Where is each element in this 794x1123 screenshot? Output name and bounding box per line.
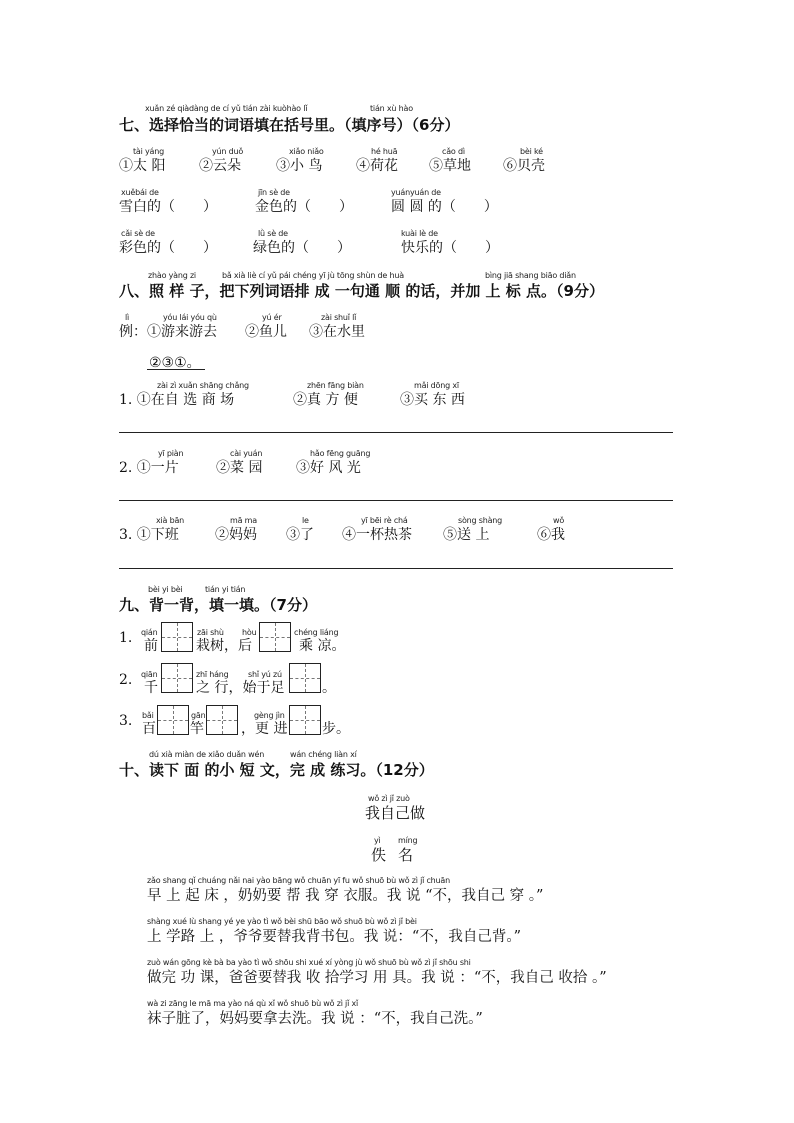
story-paragraph-3: 做完 功 课，爸爸要替我 收 拾学习 用 具。我 说 ：“不，我自己 收拾 。”: [147, 970, 607, 986]
q9-line3-number: 3.: [119, 713, 133, 729]
q9-line1-char: 前: [144, 638, 158, 654]
q8-item2-word: ②菜 园: [216, 460, 263, 476]
q7-blank-item[interactable]: 圆 圆 的（ ）: [391, 199, 498, 215]
q9-heading: 九、背一背，填一填。（7分）: [119, 596, 317, 614]
story-author-pinyin: míng: [398, 836, 418, 845]
q9-line2-text: 之 行，始于足: [196, 680, 285, 696]
q7-r2-pinyin: lǜ sè de: [258, 229, 288, 238]
q9-line3-text: ，更 进: [241, 721, 288, 737]
q8-heading-pinyin-a: zhào yàng zi: [148, 271, 196, 280]
q9-line1-text: 乘 凉。: [299, 638, 346, 654]
q8-example-pinyin: yú ér: [262, 313, 282, 322]
story-paragraph-4: 袜子脏了，妈妈要拿去洗。我 说 ：“不，我自己洗。”: [147, 1011, 483, 1027]
q9-line1-pinyin: qián: [141, 628, 158, 637]
q8-example-pinyin: yóu lái yóu qù: [163, 313, 217, 322]
writing-grid-box[interactable]: [161, 663, 193, 693]
story-p2-pinyin: shàng xué lù shang yé ye yào tì wǒ bèi shū bāo wǒ shuō bù wǒ zì jǐ bèi: [147, 917, 417, 926]
story-author: 佚: [371, 846, 387, 864]
q10-heading-pinyin-a: dú xià miàn de xiǎo duǎn wén: [149, 750, 265, 759]
story-title-pinyin: wǒ zì jǐ zuò: [368, 794, 410, 803]
q8-item3-word: 3. ①下班: [119, 527, 179, 543]
q9-line2-number: 2.: [119, 672, 133, 688]
q7-r1-pinyin: xuěbái de: [121, 188, 159, 197]
q8-heading-pinyin-c: bìng jiā shang biāo diǎn: [485, 271, 576, 280]
story-paragraph-1: 早 上 起 床 ，奶奶要 帮 我 穿 衣服。我 说 “不，我自己 穿 。”: [147, 888, 544, 904]
story-author-pinyin: yì: [374, 836, 381, 845]
answer-line-2[interactable]: [119, 500, 673, 501]
q8-example-label: 例：①游来游去: [119, 324, 217, 340]
q8-item3-word: ⑤送 上: [443, 527, 490, 543]
q8-heading-pinyin-b: bǎ xià liè cí yǔ pái chéng yī jù tōng shùn de huà: [222, 271, 404, 280]
q8-item3-word: ②妈妈: [215, 527, 257, 543]
answer-line-3[interactable]: [119, 568, 673, 569]
q8-item1-word: 1. ①在自 选 商 场: [119, 392, 235, 408]
q9-line1-pinyin: hòu: [242, 628, 257, 637]
example-answer-underline: [147, 369, 205, 370]
q7-r1-pinyin: yuányuán de: [391, 188, 441, 197]
q7-option: ②云朵: [199, 158, 241, 174]
q9-heading-pinyin-a: bèi yi bèi: [148, 585, 183, 594]
q9-line2-pinyin: qiān: [141, 670, 158, 679]
q7-blank-item[interactable]: 快乐的（ ）: [401, 240, 499, 256]
q7-option: ④荷花: [356, 158, 398, 174]
q9-line3-char: 百: [142, 721, 156, 737]
q8-item3-pinyin: sòng shàng: [458, 516, 503, 525]
q10-heading-pinyin-b: wán chéng liàn xí: [290, 750, 357, 759]
q7-option: ⑤草地: [429, 158, 471, 174]
q7-opt6-pinyin: bèi ké: [520, 147, 543, 156]
q9-line1-pinyin: zāi shù: [197, 628, 224, 637]
writing-grid-box[interactable]: [206, 705, 238, 735]
q7-opt2-pinyin: yún duǒ: [212, 147, 244, 156]
story-paragraph-2: 上 学路 上 ，爷爷要替我背书包。我 说：“不，我自己背。”: [147, 929, 522, 945]
q8-item2-word: 2. ①一片: [119, 460, 179, 476]
q8-example-answer: ②③①。: [149, 355, 201, 371]
q9-line3-pinyin: gān: [191, 711, 206, 720]
story-p3-pinyin: zuò wán gōng kè bà ba yào tì wǒ shōu shi xué xí yòng jù wǒ shuō bù wǒ zì jǐ shōu shi: [147, 958, 471, 967]
q9-line3-text: 步。: [322, 721, 350, 737]
writing-grid-box[interactable]: [259, 622, 291, 652]
q9-line1-pinyin: chéng liáng: [294, 628, 339, 637]
q7-blank-item[interactable]: 彩色的（ ）: [119, 240, 217, 256]
q8-item3-pinyin: wǒ: [553, 516, 565, 525]
answer-line-1[interactable]: [119, 432, 673, 433]
q8-example-pinyin: lì: [125, 313, 130, 322]
q8-item2-word: ③好 风 光: [296, 460, 361, 476]
q7-opt4-pinyin: hé huā: [371, 147, 398, 156]
story-title: 我自己做: [365, 804, 426, 822]
q7-blank-item[interactable]: 雪白的（ ）: [119, 199, 217, 215]
q7-r2-pinyin: kuài lè de: [401, 229, 438, 238]
q8-example-word: ③在水里: [309, 324, 365, 340]
q8-heading: 八、照 样 子，把下列词语排 成 一句通 顺 的话，并加 上 标 点。（9分）: [119, 282, 604, 300]
q8-item3-pinyin: yī bēi rè chá: [361, 516, 408, 525]
q8-item1-word: ②真 方 便: [293, 392, 358, 408]
q9-line2-pinyin: shǐ yú zú: [248, 670, 282, 679]
q8-item1-pinyin: mǎi dōng xī: [414, 381, 459, 390]
q9-line3-char: 竿: [190, 721, 204, 737]
story-author: 名: [398, 846, 414, 864]
q8-item3-pinyin: xià bān: [156, 516, 185, 525]
q7-opt1-pinyin: tài yáng: [133, 147, 164, 156]
q8-item2-pinyin: hǎo fēng guāng: [310, 449, 371, 458]
writing-grid-box[interactable]: [289, 705, 321, 735]
q7-heading: 七、选择恰当的词语填在括号里。（填序号）（6分）: [119, 116, 460, 134]
q9-line3-pinyin: bǎi: [142, 711, 154, 720]
q7-option: ⑥贝壳: [503, 158, 545, 174]
q9-line1-number: 1.: [119, 630, 133, 646]
q8-item3-pinyin: le: [302, 516, 309, 525]
story-p1-pinyin: zǎo shang qǐ chuáng nǎi nai yào bāng wǒ chuān yī fu wǒ shuō bù wǒ zì jǐ chuān: [147, 876, 450, 885]
q8-item1-pinyin: zài zì xuǎn shāng chǎng: [157, 381, 249, 390]
q8-item2-pinyin: yī piàn: [158, 449, 184, 458]
q10-heading: 十、读下 面 的小 短 文，完 成 练习。（12分）: [119, 761, 434, 779]
q8-example-word: ②鱼儿: [245, 324, 287, 340]
q9-line2-pinyin: zhī háng: [196, 670, 229, 679]
q9-line2-char: 千: [144, 680, 158, 696]
q8-example-pinyin: zài shuǐ lǐ: [321, 313, 357, 322]
q7-option: ①太 阳: [119, 158, 166, 174]
q7-heading-pinyin-b: tián xù hào: [370, 104, 413, 113]
q8-item3-pinyin: mā ma: [230, 516, 257, 525]
q9-line1-text: 栽树，后: [196, 638, 252, 654]
q7-blank-item[interactable]: 金色的（ ）: [255, 199, 353, 215]
q7-blank-item[interactable]: 绿色的（ ）: [253, 240, 351, 256]
q9-line2-text: 。: [322, 680, 336, 696]
story-p4-pinyin: wà zi zāng le mā ma yào ná qù xǐ wǒ shuō bù wǒ zì jǐ xǐ: [147, 999, 359, 1008]
q8-item1-word: ③买 东 西: [400, 392, 465, 408]
q7-heading-pinyin-a: xuǎn zé qiàdàng de cí yǔ tián zài kuòhào lǐ: [145, 104, 308, 113]
q9-heading-pinyin-b: tián yi tián: [205, 585, 246, 594]
q9-line3-pinyin: gèng jìn: [254, 711, 285, 720]
q8-item3-word: ③了: [286, 527, 314, 543]
q7-opt5-pinyin: cǎo dì: [442, 147, 465, 156]
writing-grid-box[interactable]: [161, 622, 193, 652]
q7-r2-pinyin: cǎi sè de: [121, 229, 155, 238]
q8-item3-word: ④一杯热茶: [342, 527, 412, 543]
q7-r1-pinyin: jīn sè de: [258, 188, 290, 197]
q8-item1-pinyin: zhēn fāng biàn: [307, 381, 364, 390]
q8-item3-word: ⑥我: [537, 527, 565, 543]
writing-grid-box[interactable]: [157, 705, 189, 735]
writing-grid-box[interactable]: [289, 663, 321, 693]
q7-option: ③小 鸟: [276, 158, 323, 174]
q8-item2-pinyin: cài yuán: [230, 449, 263, 458]
q7-opt3-pinyin: xiǎo niǎo: [289, 147, 324, 156]
